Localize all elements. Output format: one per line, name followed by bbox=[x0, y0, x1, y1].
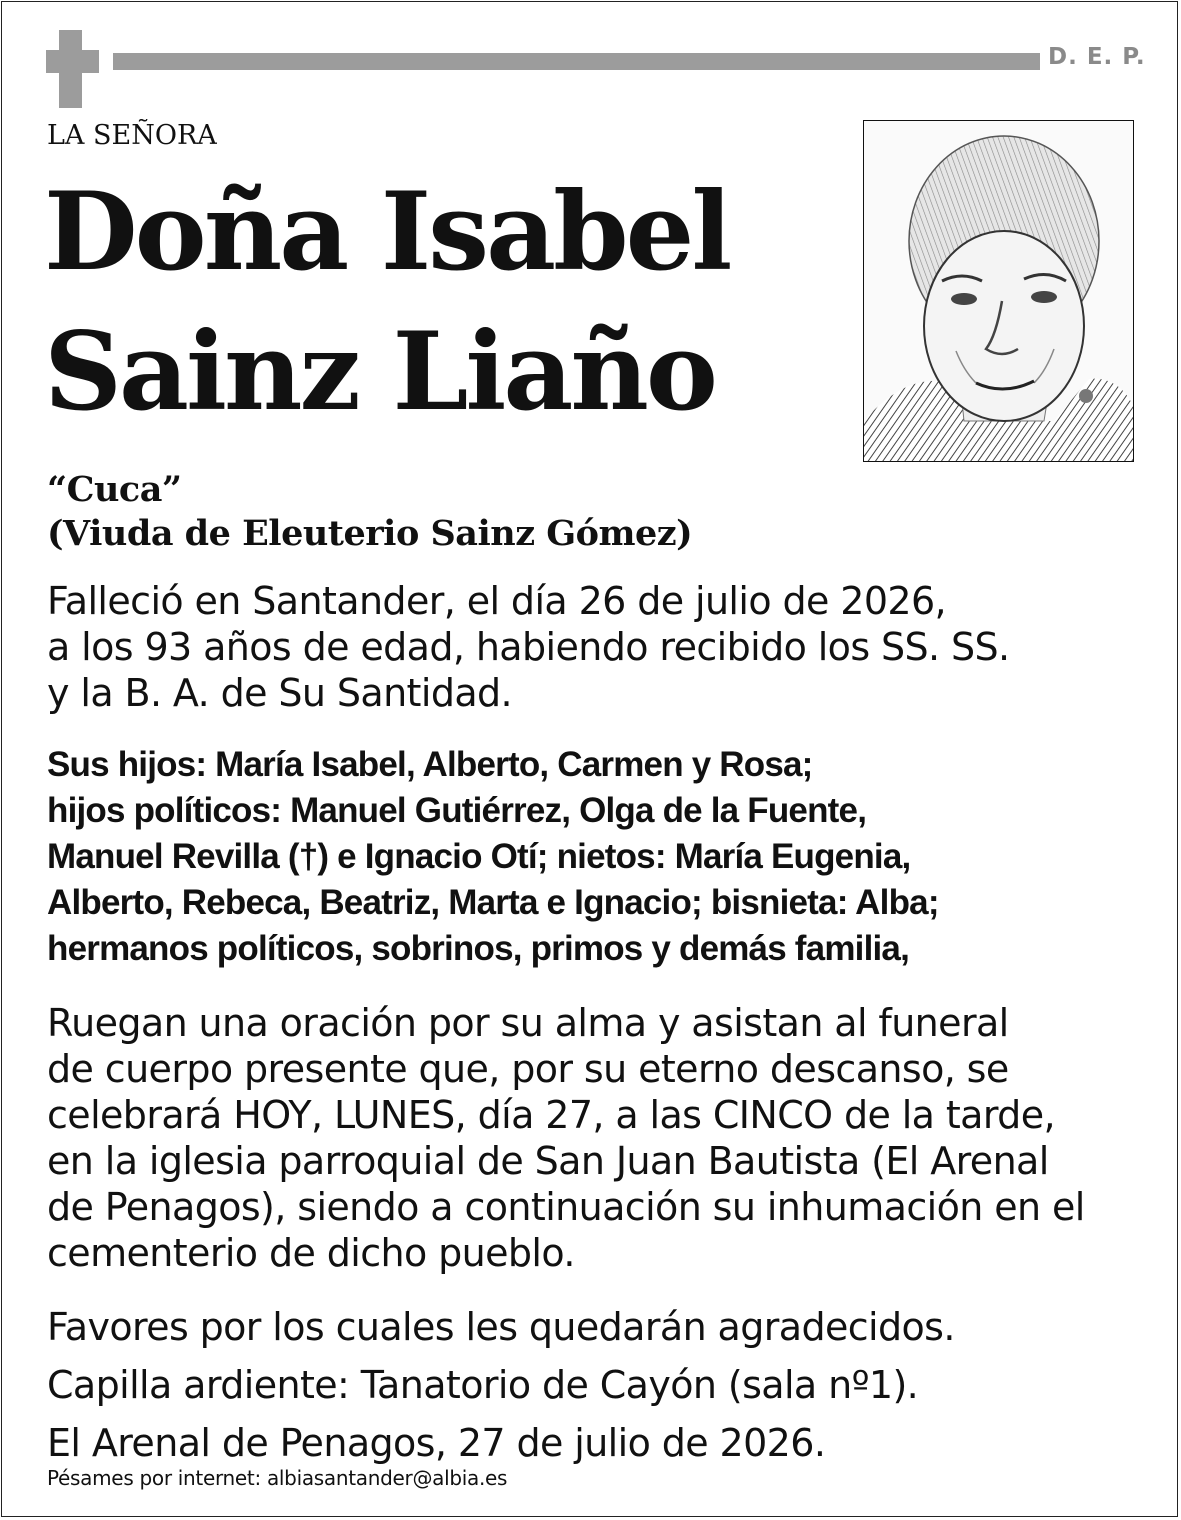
title-prefix: LA SEÑORA bbox=[47, 120, 217, 151]
family-line: hermanos políticos, sobrinos, primos y demás familia, bbox=[47, 929, 910, 968]
death-notice-line: Falleció en Santander, el día 26 de julio de 2026, bbox=[47, 579, 947, 623]
favores-text: Favores por los cuales les quedarán agradecidos. bbox=[47, 1305, 955, 1349]
family-line: hijos políticos: Manuel Gutiérrez, Olga de la Fuente, bbox=[47, 791, 867, 830]
family-line: Alberto, Rebeca, Beatriz, Marta e Ignacio; bisnieta: Alba; bbox=[47, 883, 939, 922]
condolences-footer: Pésames por internet: albiasantander@albia.es bbox=[47, 1466, 508, 1490]
death-notice-line: a los 93 años de edad, habiendo recibido los SS. SS. bbox=[47, 625, 1010, 669]
funeral-line: de Penagos), siendo a continuación su inhumación en el bbox=[47, 1185, 1085, 1229]
capilla-text: Capilla ardiente: Tanatorio de Cayón (sala nº1). bbox=[47, 1363, 919, 1407]
family-line: Manuel Revilla (†) e Ignacio Otí; nietos: María Eugenia, bbox=[47, 837, 911, 876]
portrait-photo bbox=[863, 120, 1134, 462]
deceased-name-line2: Sainz Liaño bbox=[44, 309, 715, 435]
cross-icon-bar bbox=[46, 50, 99, 73]
funeral-notice bbox=[47, 1000, 1085, 1276]
nickname: “Cuca” bbox=[47, 469, 182, 510]
family-list bbox=[47, 742, 939, 972]
header-rule bbox=[113, 53, 1040, 70]
deceased-name-line1: Doña Isabel bbox=[44, 169, 730, 295]
widow-of: (Viuda de Eleuterio Sainz Gómez) bbox=[47, 513, 693, 554]
death-notice-line: y la B. A. de Su Santidad. bbox=[47, 671, 513, 715]
funeral-line: celebrará HOY, LUNES, día 27, a las CINCO de la tarde, bbox=[47, 1093, 1055, 1137]
death-notice bbox=[47, 578, 1010, 716]
family-line: Sus hijos: María Isabel, Alberto, Carmen y Rosa; bbox=[47, 745, 813, 784]
closing-place-date: El Arenal de Penagos, 27 de julio de 2026. bbox=[47, 1421, 826, 1465]
funeral-line: cementerio de dicho pueblo. bbox=[47, 1231, 575, 1275]
funeral-line: en la iglesia parroquial de San Juan Bautista (El Arenal bbox=[47, 1139, 1049, 1183]
funeral-line: de cuerpo presente que, por su eterno descanso, se bbox=[47, 1047, 1009, 1091]
funeral-line: Ruegan una oración por su alma y asistan al funeral bbox=[47, 1001, 1009, 1045]
dep-label: D. E. P. bbox=[1048, 44, 1146, 70]
